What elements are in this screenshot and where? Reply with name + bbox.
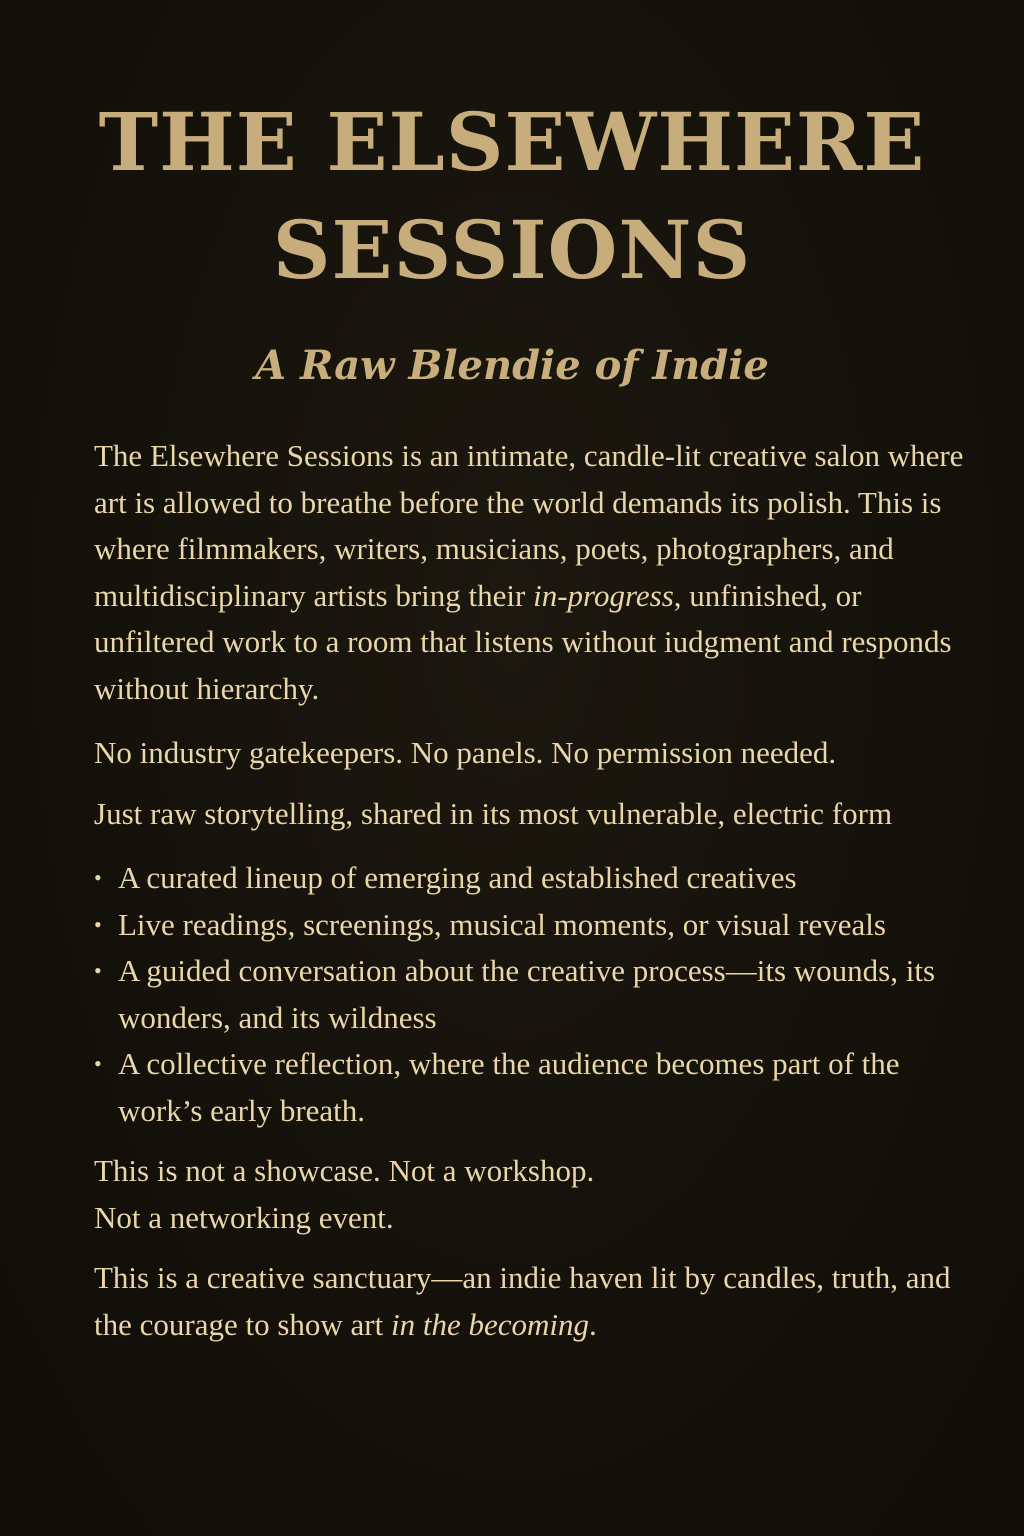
feature-list <box>94 855 972 1134</box>
intro-text-start: The Elsewhere Sessions is an intimate, candle-lit creative salon where art is allowed to breathe before the world demands its polish. This is where filmmakers, writers, musicians, poets, photographers, and multidisciplinary artists bring their <box>94 438 964 613</box>
not-showcase-line: This is not a showcase. Not a workshop. <box>94 1153 595 1188</box>
closing-text-end: . <box>589 1306 597 1342</box>
list-item-text: A collective reflection, where the audience becomes part of the work’s early breath. <box>118 1046 900 1128</box>
list-item <box>94 948 972 1041</box>
list-item-text: A curated lineup of emerging and established creatives <box>118 860 797 895</box>
list-item <box>94 855 972 902</box>
list-item <box>94 902 972 949</box>
title-line-2: SESSIONS <box>272 203 752 297</box>
page-title <box>0 88 1024 304</box>
raw-storytelling-line: Just raw storytelling, shared in its most vulnerable, electric form <box>94 795 893 831</box>
bullet-icon: • <box>94 1051 102 1076</box>
closing-text-start: This is a creative sanctuary—an indie haven lit by candles, truth, and the courage to show art <box>94 1260 951 1342</box>
bullet-icon: • <box>94 911 102 937</box>
closing-emphasis: in the becoming <box>390 1306 589 1342</box>
list-item <box>94 1041 972 1134</box>
closing-paragraph <box>94 1255 972 1348</box>
intro-emphasis: in-progress <box>533 577 674 613</box>
bullet-icon: • <box>94 958 102 983</box>
list-item-text: Live readings, screenings, musical moments, or visual reveals <box>118 906 886 942</box>
intro-text-end: , unfinished, or unfiltered work to a room that listens without iudgment and responds without hierarchy. <box>94 577 952 706</box>
body-text <box>94 433 972 1348</box>
bullet-icon: • <box>94 865 102 890</box>
not-networking-line: Not a networking event. <box>94 1199 394 1235</box>
no-gatekeepers-line: No industry gatekeepers. No panels. No permission needed. <box>94 735 837 770</box>
intro-paragraph <box>94 433 972 712</box>
list-item-text: A guided conversation about the creative process—its wounds, its wonders, and its wildness <box>118 953 936 1035</box>
subtitle: A Raw Blendie of Indie <box>255 342 769 389</box>
title-line-1: THE ELSEWHERE <box>98 95 926 189</box>
